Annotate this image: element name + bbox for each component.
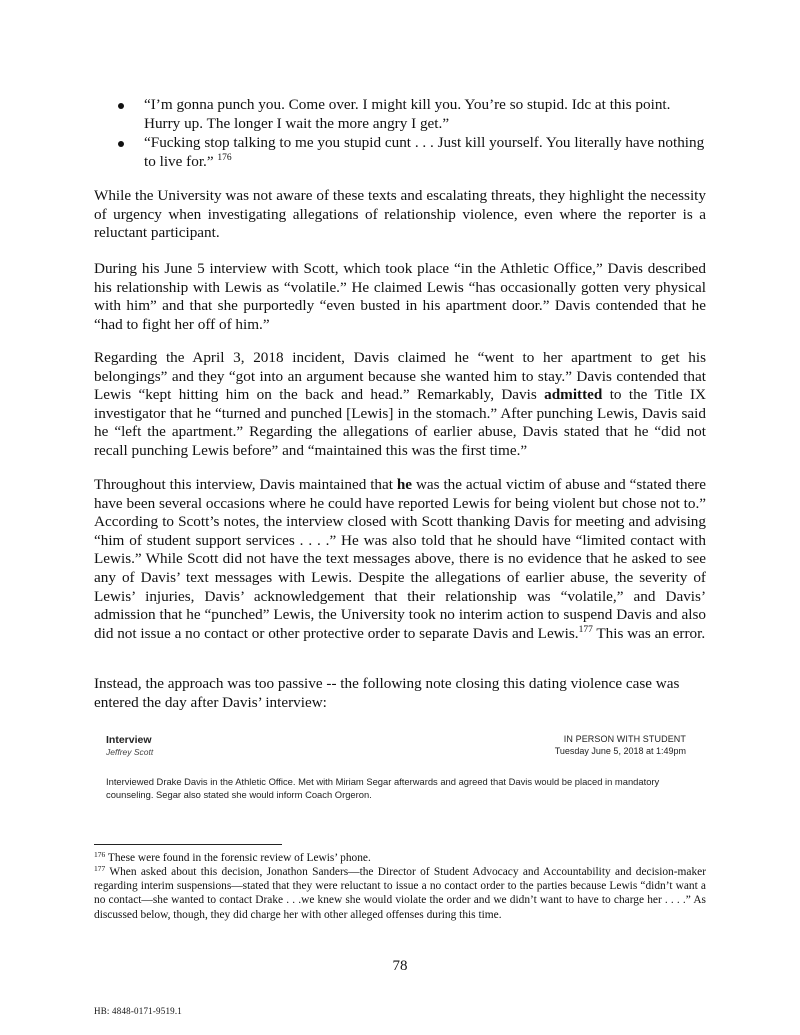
note-body: Interviewed Drake Davis in the Athletic Office. Met with Miriam Segar afterwards and agreed that Davis would be placed in mandatory counseling. Segar also stated she would inform Coach Orgeron. bbox=[106, 776, 660, 800]
note-title: Interview bbox=[106, 734, 152, 746]
footnote-ref: 176 bbox=[217, 152, 232, 163]
note-type: IN PERSON WITH STUDENT bbox=[563, 734, 686, 744]
paragraph-3 bbox=[94, 349, 706, 461]
paragraph-1: While the University was not aware of these texts and escalating threats, they highlight the necessity of urgency when investigating allegations of relationship violence, even where the reporter is a reluctant participant. bbox=[94, 187, 706, 242]
page-number: 78 bbox=[392, 958, 408, 974]
paragraph-2: During his June 5 interview with Scott, which took place “in the Athletic Office,” Davis described his relationship with Lewis as “volatile.” He claimed Lewis “has occasionally gotten very physical with him” and that she purportedly “even busted in his apartment door.” Davis contended that he “had to fight her off of him.” bbox=[94, 260, 706, 333]
footnote-177 bbox=[94, 865, 706, 922]
footnote-divider bbox=[94, 844, 282, 845]
footnote-text: When asked about this decision, Jonathon Sanders—the Director of Student Advocacy and Accountability and decision-maker regarding interim suspensions—stated that they were reluctant to issue a no contact order to the parties because Lewis “didn’t want a no contact—she wanted to contact Drake . . .we knew she would violate the order and we didn’t want to have to charge her . . . .” As discussed below, though, they did charge her with other alleged offenses during this time. bbox=[94, 866, 706, 921]
bullet-icon bbox=[118, 141, 124, 147]
note-datetime: Tuesday June 5, 2018 at 1:49pm bbox=[554, 746, 686, 756]
footnote-number: 177 bbox=[94, 864, 106, 873]
footnote-176 bbox=[94, 851, 706, 865]
emphasis-he: he bbox=[396, 476, 413, 493]
bullet-text: “Fucking stop talking to me you stupid cunt . . . Just kill yourself. You literally have nothing to live for.” bbox=[144, 134, 705, 170]
note-author: Jeffrey Scott bbox=[106, 747, 154, 757]
bullet-icon bbox=[118, 103, 124, 109]
paragraph-4-text-c: This was an error. bbox=[592, 624, 706, 642]
paragraph-3-text-b: to the Title IX investigator that he “turned and punched [Lewis] in the stomach.” After punching Lewis, Davis said he “left the apartment.” Regarding the allegations of earlier abuse, Davis stated that he “did not recall punching Lewis before” and “maintained this was the first time.” bbox=[94, 386, 706, 459]
footnote-number: 176 bbox=[94, 850, 106, 859]
paragraph-4 bbox=[94, 476, 706, 643]
emphasis-admitted: admitted bbox=[544, 386, 603, 404]
bullet-text: “I’m gonna punch you. Come over. I might kill you. You’re so stupid. Idc at this point. Hurry up. The longer I wait the more angry I get.” bbox=[144, 96, 671, 132]
document-id: HB: 4848-0171-9519.1 bbox=[94, 1006, 182, 1016]
paragraph-5: Instead, the approach was too passive -- the following note closing this dating violence case was entered the day after Davis’ interview: bbox=[94, 675, 680, 711]
quoted-text-list bbox=[118, 96, 708, 172]
paragraph-4-text-a: Throughout this interview, Davis maintained that bbox=[94, 476, 397, 493]
paragraph-3-text-a: Regarding the April 3, 2018 incident, Davis claimed he “went to her apartment to get his belongings” and they “got into an argument because she wanted him to stay.” Davis contended that Lewis “kept hitting him on the back and head.” Remarkably, Davis bbox=[94, 349, 706, 404]
list-item bbox=[118, 96, 708, 133]
footnote-text: These were found in the forensic review of Lewis’ phone. bbox=[105, 852, 371, 864]
list-item bbox=[118, 134, 708, 171]
footnote-ref: 177 bbox=[578, 624, 593, 635]
paragraph-4-text-b: was the actual victim of abuse and “stated there have been several occasions where he could have reported Lewis for being violent but chose not to.” According to Scott’s notes, the interview closed with Scott thanking Davis for meeting and advising “him of student support services . . . .” He was also told that he should have “limited contact with Lewis.” While Scott did not have the text messages above, there is no evidence that he asked to see any of Davis’ text messages with Lewis. Despite the allegations of earlier abuse, the severity of Lewis’ injuries, Davis’ acknowledgement that their relationship was “volatile,” and Davis’ admission that he “punched” Lewis, the University took no interim action to suspend Davis and also did not issue a no contact or other protective order to separate Davis and Lewis. bbox=[94, 476, 706, 642]
